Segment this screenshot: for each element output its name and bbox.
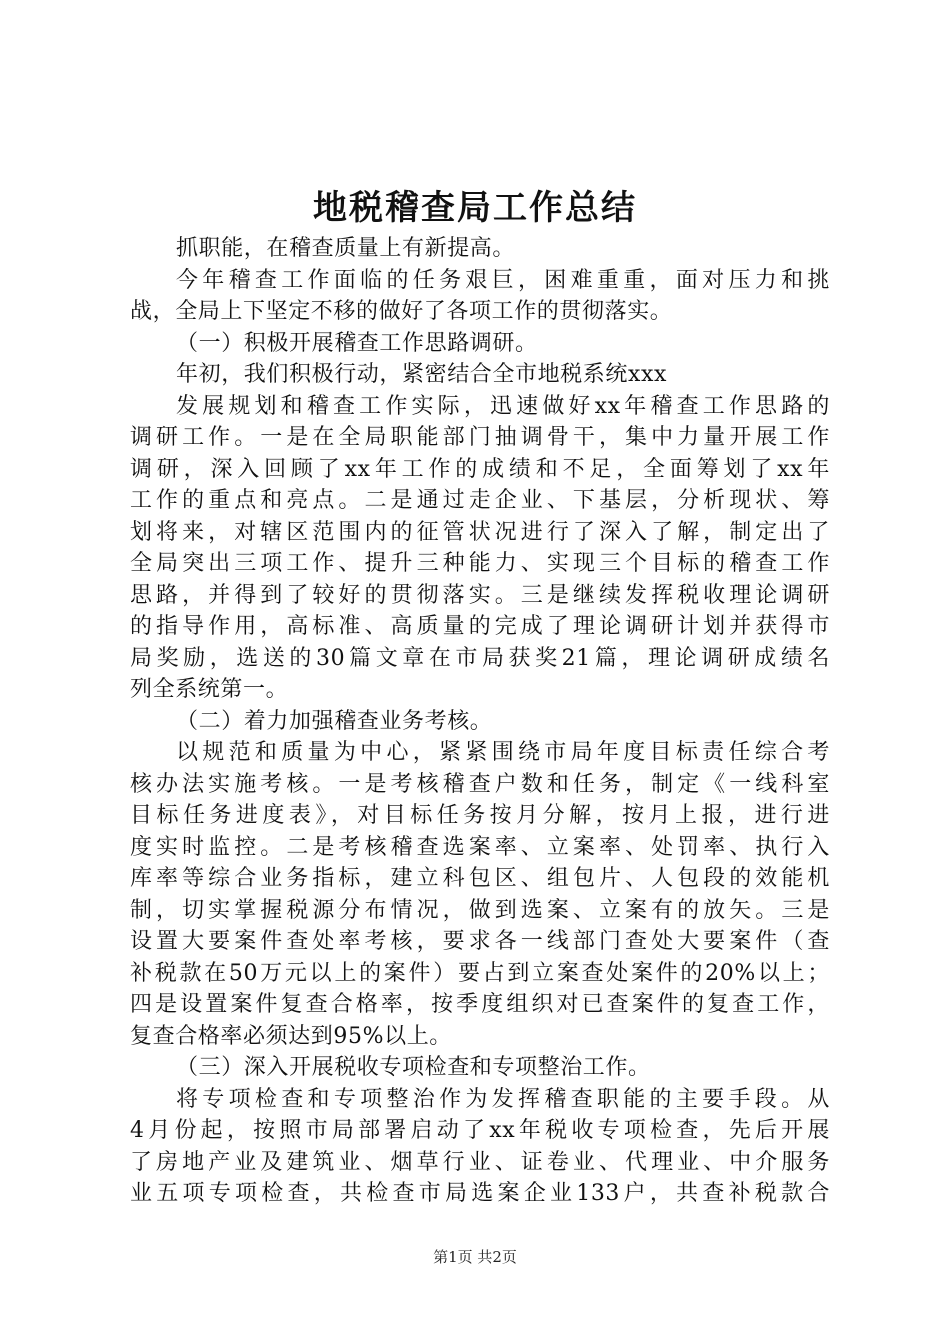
document-title: 地税稽查局工作总结 [313, 188, 637, 228]
text-line: 库率等综合业务指标，建立科包区、组包片、人包段的效能机 [130, 866, 830, 891]
text-line: 目标任务进度表》，对目标任务按月分解，按月上报，进行进 [130, 803, 830, 828]
text-line: 补税款在50万元以上的案件）要占到立案查处案件的20%以上； [130, 960, 830, 986]
text-line: 思路，并得到了较好的贯彻落实。三是继续发挥税收理论调研 [130, 582, 830, 608]
text-line: （三）深入开展税收专项检查和专项整治工作。 [176, 1055, 651, 1080]
text-line: （一）积极开展稽查工作思路调研。 [176, 330, 538, 356]
text-line: 四是设置案件复查合格率，按季度组织对已查案件的复查工作， [130, 992, 830, 1017]
document-body [130, 233, 830, 1210]
text-line: 战，全局上下坚定不移的做好了各项工作的贯彻落实。 [130, 299, 673, 324]
text-line: （二）着力加强稽查业务考核。 [176, 708, 493, 734]
text-line: 局奖励，选送的30篇文章在市局获奖21篇，理论调研成绩名 [130, 645, 830, 671]
text-line: 设置大要案件查处率考核，要求各一线部门查处大要案件（查 [130, 929, 830, 954]
text-line: 发展规划和稽查工作实际，迅速做好xx年稽查工作思路的 [176, 393, 830, 419]
text-line: 划将来，对辖区范围内的征管状况进行了深入了解，制定出了 [130, 519, 830, 545]
text-line: 复查合格率必须达到95%以上。 [130, 1023, 452, 1049]
text-line: 的指导作用，高标准、高质量的完成了理论调研计划并获得市 [130, 614, 830, 639]
text-line: 将专项检查和专项整治作为发挥稽查职能的主要手段。从 [176, 1086, 830, 1112]
text-line: 度实时监控。二是考核稽查选案率、立案率、处罚率、执行入 [130, 834, 830, 860]
text-line: 以规范和质量为中心，紧紧围绕市局年度目标责任综合考 [176, 740, 830, 765]
text-line: 年初，我们积极行动，紧密结合全市地税系统xxx [176, 362, 668, 387]
text-line: 调研，深入回顾了xx年工作的成绩和不足，全面筹划了xx年 [130, 456, 830, 482]
text-line: 列全系统第一。 [130, 677, 289, 702]
page-footer: 第1页 共2页 [433, 1248, 517, 1266]
text-line: 抓职能，在稽查质量上有新提高。 [176, 236, 516, 261]
text-line: 全局突出三项工作、提升三种能力、实现三个目标的稽查工作 [130, 551, 830, 576]
text-line: 今年稽查工作面临的任务艰巨，困难重重，面对压力和挑 [176, 267, 830, 293]
text-line: 工作的重点和亮点。二是通过走企业、下基层，分析现状、筹 [130, 488, 830, 513]
text-line: 4月份起，按照市局部署启动了xx年税收专项检查，先后开展 [130, 1118, 830, 1143]
text-line: 核办法实施考核。一是考核稽查户数和任务，制定《一线科室 [130, 771, 830, 797]
text-line: 业五项专项检查，共检查市局选案企业133户，共查补税款合 [130, 1181, 830, 1206]
text-line: 调研工作。一是在全局职能部门抽调骨干，集中力量开展工作 [130, 425, 830, 450]
text-line: 了房地产业及建筑业、烟草行业、证卷业、代理业、中介服务 [130, 1149, 830, 1175]
text-line: 制，切实掌握税源分布情况，做到选案、立案有的放矢。三是 [130, 897, 830, 923]
